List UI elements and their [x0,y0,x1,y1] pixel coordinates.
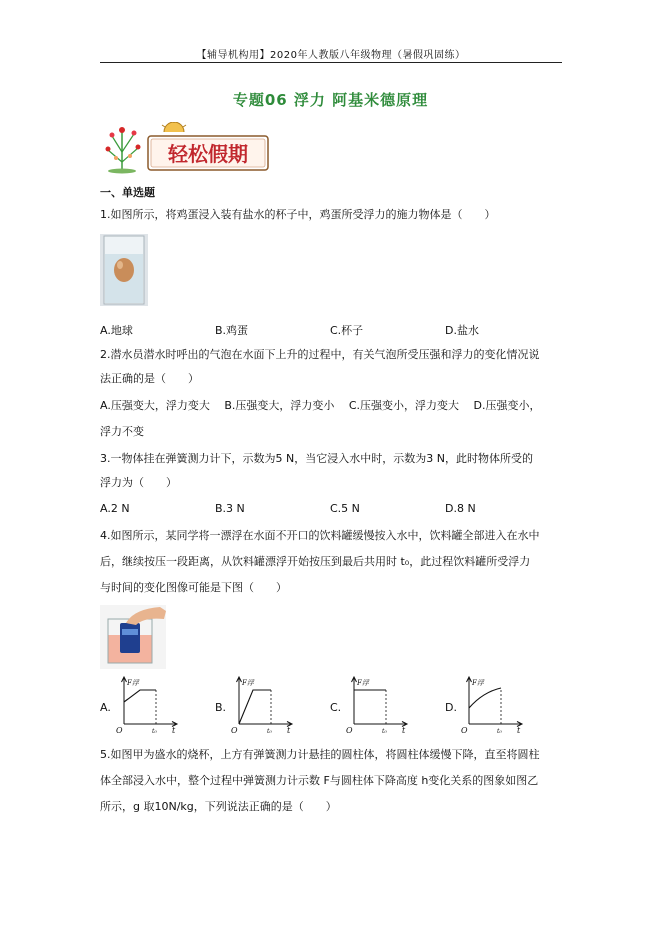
curve-b [239,690,271,724]
curve-a [124,690,156,702]
x-axis-label: t [172,726,176,734]
graph-d-label: D. [445,701,457,714]
q4-stem-line1: 4.如图所示，某同学将一漂浮在水面不开口的饮料罐缓慢按入水中，饮料罐全部进入在水中 [100,529,540,542]
banner-text: 轻松假期 [168,142,248,166]
q5-stem-line2: 体全部浸入水中，整个过程中弹簧测力计示数 F与圆柱体下降高度 h变化关系的图象如图乙 [100,774,539,787]
q1-option-d: D.盐水 [445,324,479,337]
t0-label: t₀ [382,728,387,734]
t0-label: t₀ [152,728,157,734]
y-axis-label: F浮 [472,679,484,687]
flower-icon [106,127,141,174]
x-axis-label: t [517,726,521,734]
graph-a [114,674,182,734]
page-title: 专题06 浮力 阿基米德原理 [232,91,429,109]
q3-option-c: C.5 N [330,502,360,515]
q3-stem-line1: 3.一物体挂在弹簧测力计下，示数为5 N，当它浸入水中时，示数为3 N，此时物体所受的 [100,452,533,465]
section-heading: 一、单选题 [100,186,155,199]
can-pressing-photo [100,605,166,669]
graph-c [344,674,412,734]
q1-option-c: C.杯子 [330,324,364,337]
q3-option-b: B.3 N [215,502,245,515]
header-rule [100,62,562,63]
q2-options-line1: A.压强变大，浮力变大 B.压强变大，浮力变小 C.压强变小，浮力变大 D.压强变小， [100,399,541,412]
q3-stem-line2: 浮力为（ ） [100,476,177,489]
origin-label: O [461,726,468,734]
egg-in-cup-photo [100,234,148,306]
origin-label: O [231,726,238,734]
curve-d [469,688,501,708]
q5-stem-line1: 5.如图甲为盛水的烧杯，上方有弹簧测力计悬挂的圆柱体，将圆柱体缓慢下降，直至将圆柱 [100,748,540,761]
q2-stem-line1: 2.潜水员潜水时呼出的气泡在水面下上升的过程中，有关气泡所受压强和浮力的变化情况说 [100,348,540,361]
q2-options-line2: 浮力不变 [100,425,144,438]
page-header: 【辅导机构用】2020年人教版八年级物理（暑假巩固练） [196,50,466,61]
graph-c-label: C. [330,701,342,714]
y-axis-label: F浮 [242,679,254,687]
q1-option-a: A.地球 [100,324,133,337]
q1-option-b: B.鸡蛋 [215,324,249,337]
graph-a-label: A. [100,701,111,714]
q2-stem-line2: 法正确的是（ ） [100,372,199,385]
q4-stem-line2: 后，继续按压一段距离，从饮料罐漂浮开始按压到最后共用时 t₀，此过程饮料罐所受浮力 [100,555,531,568]
graph-b [229,674,297,734]
q1-stem: 1.如图所示，将鸡蛋浸入装有盐水的杯子中，鸡蛋所受浮力的施力物体是（ ） [100,208,496,221]
x-axis-label: t [402,726,406,734]
origin-label: O [346,726,353,734]
origin-label: O [116,726,123,734]
graph-b-label: B. [215,701,227,714]
y-axis-label: F浮 [127,679,139,687]
holiday-banner [104,122,274,174]
y-axis-label: F浮 [357,679,369,687]
t0-label: t₀ [497,728,502,734]
q4-stem-line3: 与时间的变化图像可能是下图（ ） [100,581,287,594]
t0-label: t₀ [267,728,272,734]
graph-d [459,674,527,734]
sun-icon [162,122,186,132]
q5-stem-line3: 所示，g 取10N/kg，下列说法正确的是（ ） [100,800,337,813]
q3-option-d: D.8 N [445,502,476,515]
x-axis-label: t [287,726,291,734]
q3-option-a: A.2 N [100,502,130,515]
